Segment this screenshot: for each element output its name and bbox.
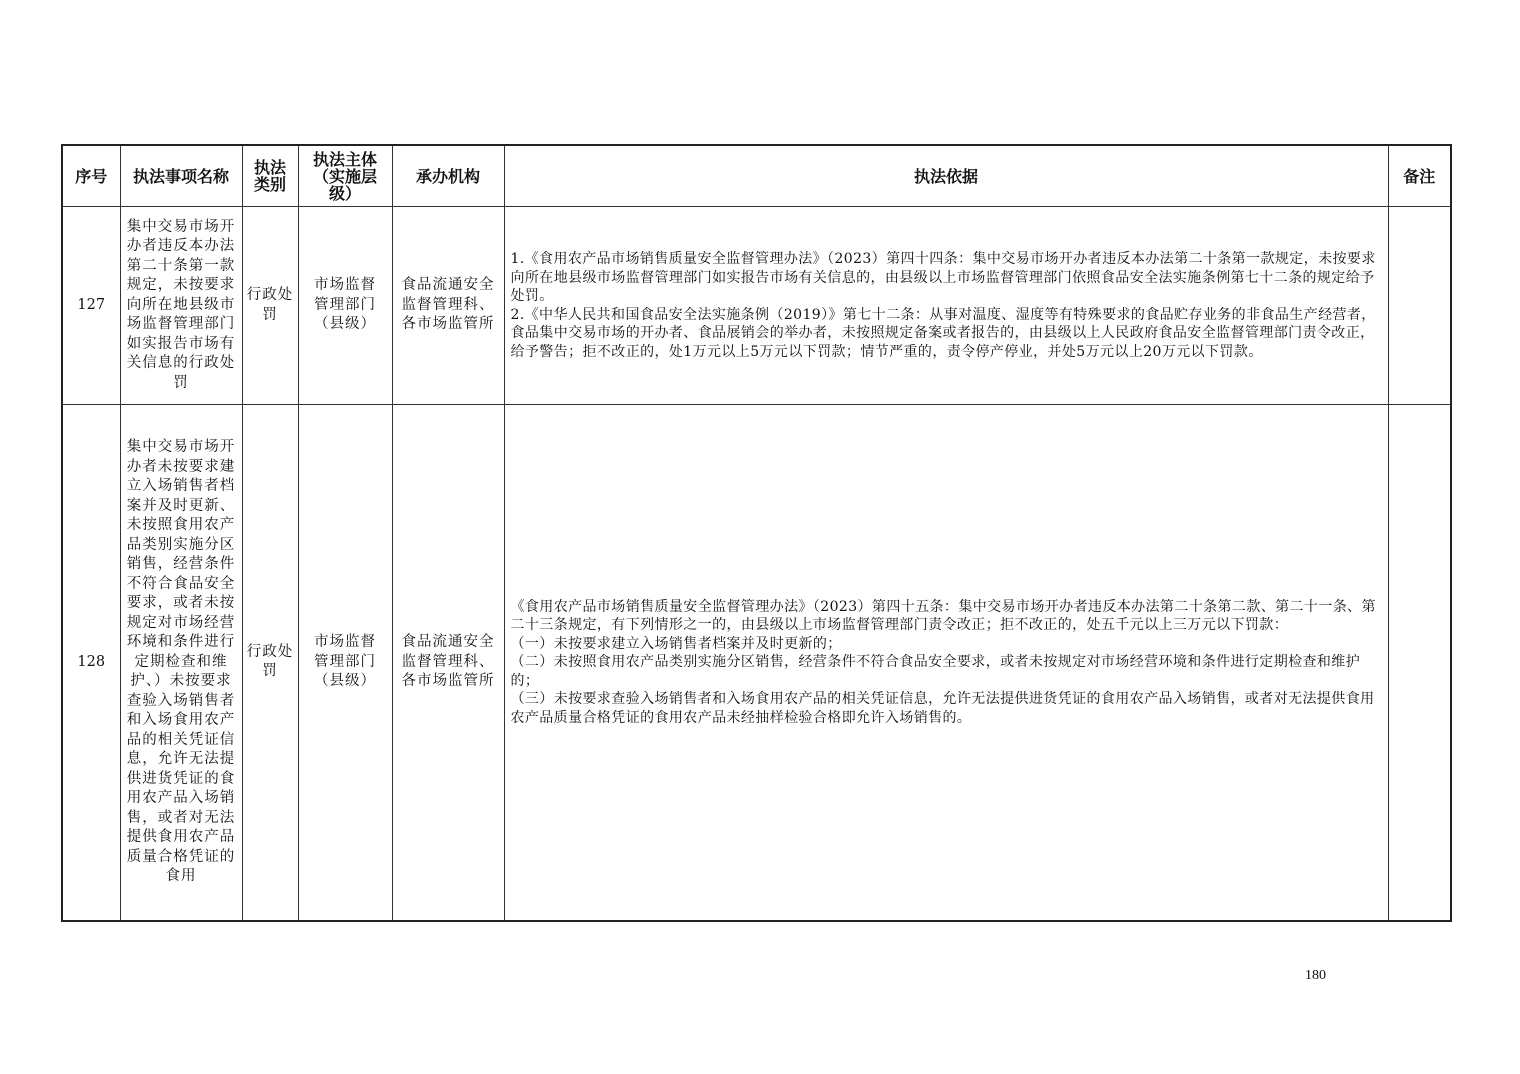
- header-row: [62, 145, 1451, 207]
- table-row: [62, 405, 1451, 921]
- basis-line: 1.《食用农产品市场销售质量安全监督管理办法》（2023）第四十四条：集中交易市场开办者违反本办法第二十条第一款规定，未按要求向所在地县级市场监督管理部门如实报告市场有关信息的，由县级以上市场监督管理部门依照食品安全法实施条例第七十二条的规定给予处罚。: [510, 251, 1376, 304]
- header-item-name: 执法事项名称: [120, 145, 242, 207]
- basis-line: 2.《中华人民共和国食品安全法实施条例（2019）》第七十二条：从事对温度、湿度等有特殊要求的食品贮存业务的非食品生产经营者，食品集中交易市场的开办者、食品展销会的举办者，未按照规定备案或者报告的，由县级以上人民政府食品安全监督管理部门责令改正，给予警告；拒不改正的，处1万元以上5万元以下罚款；情节严重的，责令停产停业，并处5万元以上20万元以下罚款。: [510, 306, 1376, 360]
- header-subject: 执法主体（实施层级）: [298, 145, 392, 207]
- header-seq: 序号: [62, 145, 120, 207]
- cell-category: 行政处罚: [242, 405, 298, 921]
- cell-subject: 市场监督管理部门（县级）: [298, 405, 392, 921]
- basis-line: 《食用农产品市场销售质量安全监督管理办法》（2023）第四十五条：集中交易市场开办者违反本办法第二十条第二款、第二十一条、第二十三条规定，有下列情形之一的，由县级以上市场监督管理部门责令改正；拒不改正的，处五千元以上三万元以下罚款：: [510, 598, 1376, 633]
- cell-category: 行政处罚: [242, 207, 298, 405]
- cell-seq: 127: [62, 207, 120, 405]
- cell-item-name: 集中交易市场开办者未按要求建立入场销售者档案并及时更新、未按照食用农产品类别实施分区销售，经营条件不符合食品安全要求，或者未按规定对市场经营环境和条件进行定期检查和维护、）未按要求查验入场销售者和入场食用农产品的相关凭证信息，允许无法提供进货凭证的食用农产品入场销售，或者对无法提供食用农产品质量合格凭证的食用: [120, 405, 242, 921]
- cell-remarks: [1388, 405, 1451, 921]
- cell-remarks: [1388, 207, 1451, 405]
- cell-seq: 128: [62, 405, 120, 921]
- cell-basis: [504, 207, 1388, 405]
- header-category: 执法类别: [242, 145, 298, 207]
- header-remarks: 备注: [1388, 145, 1451, 207]
- page-number: 180: [1305, 968, 1326, 983]
- cell-subject: 市场监督管理部门（县级）: [298, 207, 392, 405]
- table-row: [62, 207, 1451, 405]
- cell-handler: 食品流通安全监督管理科、各市场监管所: [392, 405, 504, 921]
- cell-handler: 食品流通安全监督管理科、各市场监管所: [392, 207, 504, 405]
- enforcement-table: [61, 144, 1452, 922]
- cell-item-name: 集中交易市场开办者违反本办法第二十条第一款规定，未按要求向所在地县级市场监督管理部门如实报告市场有关信息的行政处罚: [120, 207, 242, 405]
- basis-line: （三）未按要求查验入场销售者和入场食用农产品的相关凭证信息，允许无法提供进货凭证的食用农产品入场销售，或者对无法提供食用农产品质量合格凭证的食用农产品未经抽样检验合格即允许入场销售的。: [510, 691, 1375, 726]
- basis-line: （一）未按要求建立入场销售者档案并及时更新的；: [510, 635, 842, 652]
- cell-basis: [504, 405, 1388, 921]
- header-handler: 承办机构: [392, 145, 504, 207]
- basis-line: （二）未按照食用农产品类别实施分区销售，经营条件不符合食品安全要求，或者未按规定对市场经营环境和条件进行定期检查和维护的；: [510, 654, 1361, 689]
- header-basis: 执法依据: [504, 145, 1388, 207]
